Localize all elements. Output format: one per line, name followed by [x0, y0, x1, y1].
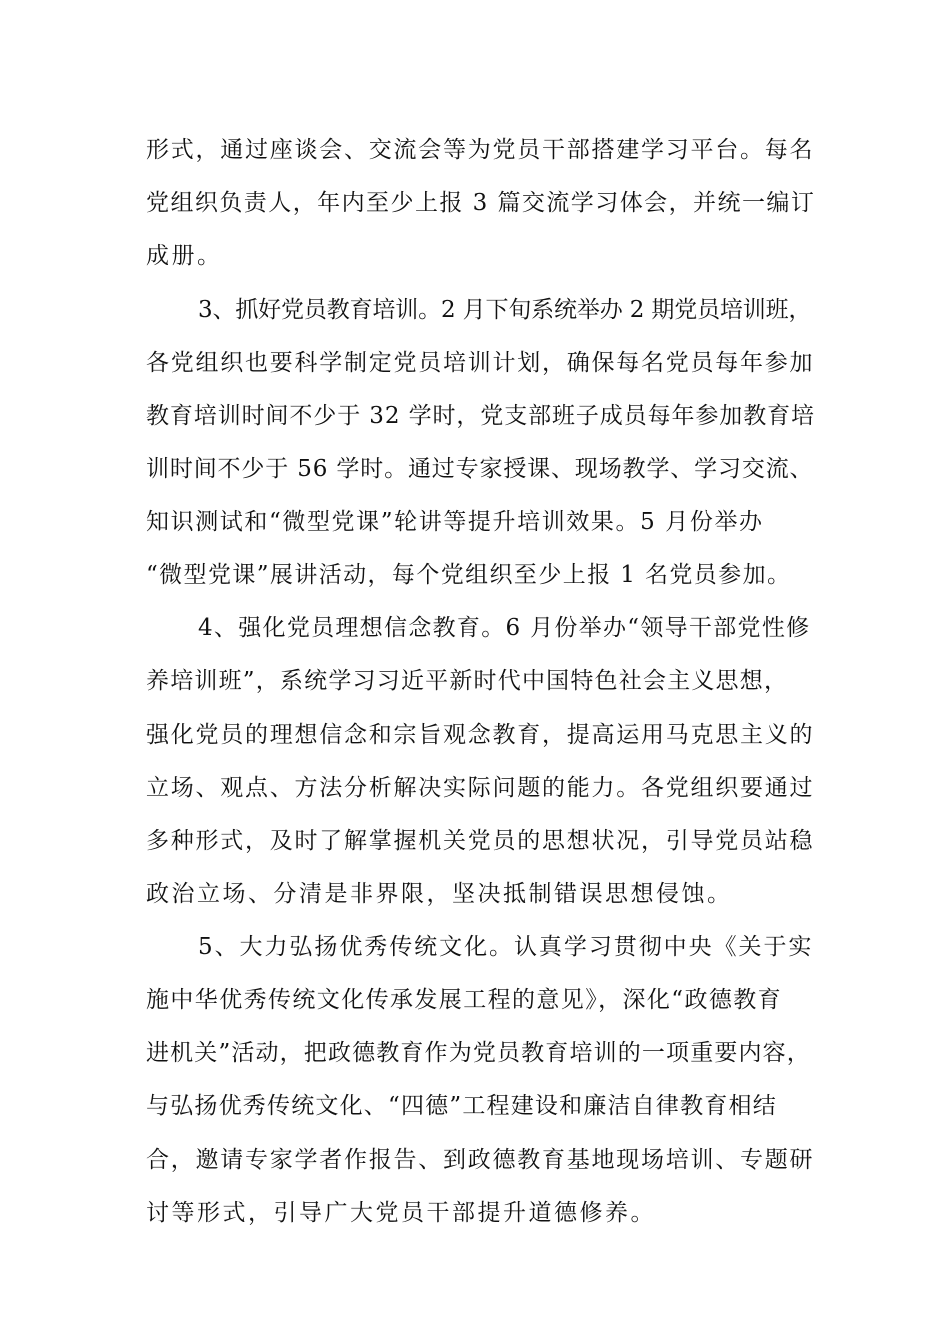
text-line-9: “微型党课”展讲活动，每个党组织至少上报 1 名党员参加。 — [146, 562, 792, 588]
text-line-18: 进机关”活动，把政德教育作为党员教育培训的一项重要内容， — [146, 1040, 811, 1066]
text-line-7: 训时间不少于 56 学时。通过专家授课、现场教学、学习交流、 — [146, 456, 814, 482]
text-line-21: 讨等形式，引导广大党员干部提升道德修养。 — [146, 1200, 656, 1226]
text-line-13: 立场、观点、方法分析解决实际问题的能力。各党组织要通过 — [146, 775, 815, 801]
text-line-6: 教育培训时间不少于 32 学时，党支部班子成员每年参加教育培 — [146, 403, 815, 429]
text-line-15: 政治立场、分清是非界限，坚决抵制错误思想侵蚀。 — [146, 881, 733, 907]
text-line-20: 合，邀请专家学者作报告、到政德教育基地现场培训、专题研 — [146, 1147, 815, 1173]
text-line-1: 形式，通过座谈会、交流会等为党员干部搭建学习平台。每名 — [146, 137, 815, 163]
text-line-8: 知识测试和“微型党课”轮讲等提升培训效果。5 月份举办 — [146, 509, 764, 535]
text-line-19: 与弘扬优秀传统文化、“四德”工程建设和廉洁自律教育相结 — [146, 1093, 777, 1119]
text-line-14: 多种形式，及时了解掌握机关党员的思想状况，引导党员站稳 — [146, 828, 815, 854]
text-line-5: 各党组织也要科学制定党员培训计划，确保每名党员每年参加 — [146, 350, 815, 376]
text-line-12: 强化党员的理想信念和宗旨观念教育，提高运用马克思主义的 — [146, 722, 815, 748]
text-line-11: 养培训班”，系统学习习近平新时代中国特色社会主义思想， — [146, 668, 789, 694]
text-line-17: 施中华优秀传统文化传承发展工程的意见》，深化“政德教育 — [146, 987, 783, 1013]
text-line-4: 3、抓好党员教育培训。2 月下旬系统举办 2 期党员培训班， — [198, 297, 812, 323]
text-line-10: 4、强化党员理想信念教育。6 月份举办“领导干部党性修 — [198, 615, 811, 641]
text-line-2: 党组织负责人，年内至少上报 3 篇交流学习体会，并统一编订 — [146, 190, 816, 216]
text-line-3: 成册。 — [146, 243, 223, 269]
text-line-16: 5、大力弘扬优秀传统文化。认真学习贯彻中央《关于实 — [198, 934, 814, 960]
